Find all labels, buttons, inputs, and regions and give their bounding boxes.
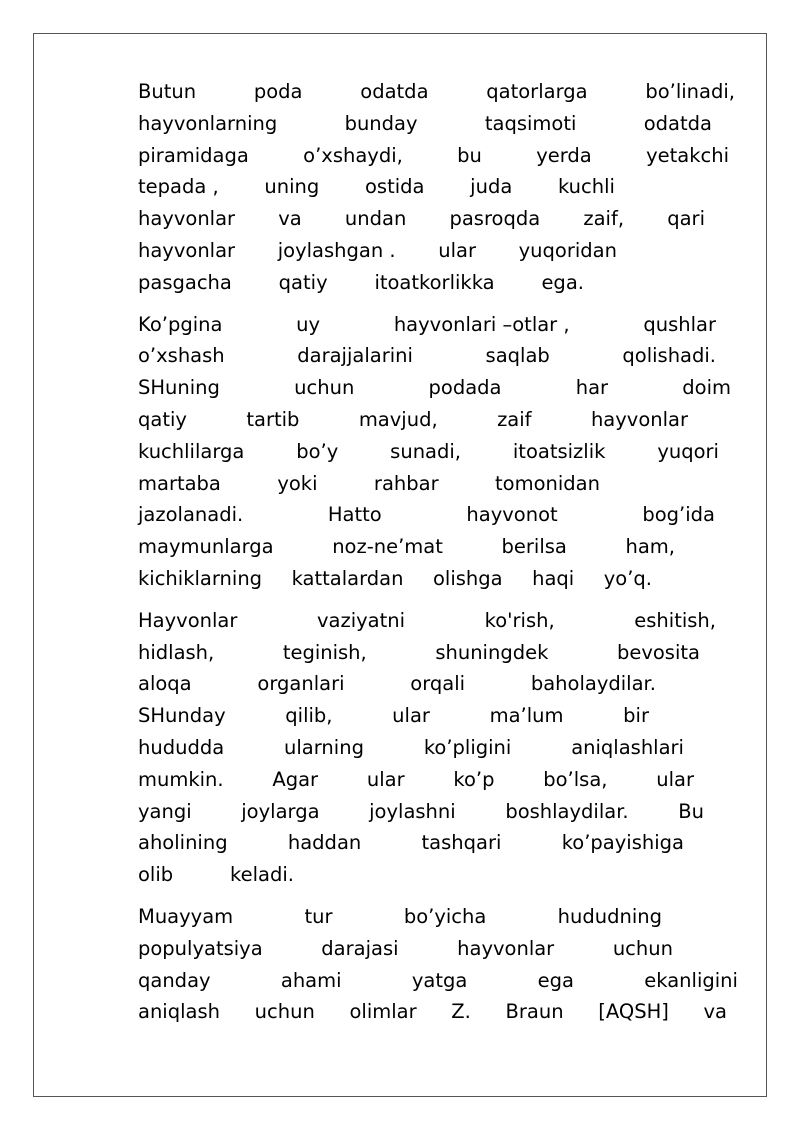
word: Ko’pgina bbox=[138, 312, 223, 336]
word: itoatsizlik bbox=[512, 439, 606, 463]
word: qatorlarga bbox=[486, 80, 588, 103]
word: maymunlarga bbox=[138, 535, 274, 559]
word: ko’pligini bbox=[423, 735, 512, 759]
text-line bbox=[138, 901, 662, 933]
word: o’xshaydi, bbox=[303, 143, 403, 167]
word: qatiy bbox=[278, 270, 328, 294]
text-line bbox=[138, 668, 656, 700]
word: bevosita bbox=[616, 640, 700, 664]
word: pasroqda bbox=[449, 207, 541, 231]
text-line bbox=[138, 203, 705, 235]
text-line bbox=[138, 605, 716, 637]
word: qushlar bbox=[643, 312, 716, 336]
word: qatiy bbox=[138, 407, 187, 431]
text-line bbox=[138, 108, 712, 140]
word: zaif, bbox=[583, 207, 625, 231]
text-line bbox=[138, 563, 652, 595]
word: aloqa bbox=[138, 672, 192, 696]
word: ular bbox=[392, 704, 430, 728]
text-line bbox=[138, 372, 731, 404]
text-line bbox=[138, 436, 719, 468]
word: berilsa bbox=[501, 535, 567, 559]
word: hayvonlar bbox=[138, 238, 236, 262]
word: Agar bbox=[272, 767, 319, 791]
word: Braun bbox=[505, 1000, 564, 1024]
word: hayvonlar bbox=[457, 936, 555, 960]
text-line bbox=[138, 309, 716, 341]
word: tepada , bbox=[138, 175, 219, 199]
word: vaziyatni bbox=[316, 608, 406, 632]
word: Z. bbox=[451, 1000, 471, 1024]
word: yuqori bbox=[657, 439, 719, 463]
word: bunday bbox=[344, 111, 418, 135]
word: bog’ida bbox=[642, 503, 715, 527]
word: hayvonlari –otlar , bbox=[393, 312, 570, 336]
word: hayvonlar bbox=[138, 207, 236, 231]
word: yangi bbox=[138, 799, 192, 823]
word: qanday bbox=[138, 968, 211, 992]
word: tomonidan bbox=[495, 471, 600, 495]
text-line bbox=[138, 700, 649, 732]
word: qolishadi. bbox=[622, 344, 716, 368]
text-line bbox=[138, 732, 684, 764]
word: bo’lsa, bbox=[543, 767, 608, 791]
text-line bbox=[138, 796, 704, 828]
text-line bbox=[138, 859, 294, 891]
paragraph-3 bbox=[138, 605, 738, 891]
word: yerda bbox=[536, 143, 592, 167]
word: teginish, bbox=[282, 640, 367, 664]
word: hududning bbox=[557, 904, 662, 928]
text-line bbox=[138, 965, 738, 997]
word: haddan bbox=[287, 831, 362, 855]
word: ostida bbox=[364, 175, 425, 199]
word: saqlab bbox=[485, 344, 550, 368]
word: yuqoridan bbox=[518, 238, 617, 262]
word: ko’payishiga bbox=[561, 831, 684, 855]
word: tashqari bbox=[421, 831, 502, 855]
word: organlari bbox=[257, 672, 345, 696]
word: jazolanadi. bbox=[138, 503, 244, 527]
word: va bbox=[703, 1000, 727, 1024]
word: ko'rish, bbox=[484, 608, 555, 632]
word: joylashni bbox=[369, 799, 456, 823]
word: uning bbox=[264, 175, 320, 199]
word: Hatto bbox=[327, 503, 382, 527]
word: bu bbox=[457, 143, 482, 167]
word: keladi. bbox=[230, 863, 294, 887]
word: ularning bbox=[284, 735, 364, 759]
word: aniqlash bbox=[138, 1000, 220, 1024]
word: bir bbox=[623, 704, 649, 728]
word: ahami bbox=[280, 968, 342, 992]
word: hayvonlarning bbox=[138, 111, 278, 135]
text-line bbox=[138, 531, 675, 563]
text-line bbox=[138, 235, 617, 267]
word: odatda bbox=[360, 80, 429, 103]
word: haqi bbox=[532, 566, 575, 590]
word: ko’p bbox=[453, 767, 495, 791]
word: kuchlilarga bbox=[138, 439, 245, 463]
word: ega. bbox=[541, 270, 584, 294]
word: yetakchi bbox=[646, 143, 729, 167]
word: noz-ne’mat bbox=[332, 535, 443, 559]
word: poda bbox=[253, 80, 303, 103]
paragraph-1 bbox=[138, 76, 738, 299]
document-body bbox=[138, 76, 738, 1038]
text-line bbox=[138, 996, 727, 1028]
word: SHuning bbox=[138, 376, 220, 400]
text-line bbox=[138, 404, 688, 436]
word: tur bbox=[304, 904, 333, 928]
word: taqsimoti bbox=[484, 111, 577, 135]
word: uchun bbox=[612, 936, 673, 960]
word: uchun bbox=[254, 1000, 315, 1024]
word: martaba bbox=[138, 471, 221, 495]
word: aholining bbox=[138, 831, 228, 855]
word: kichiklarning bbox=[138, 566, 263, 590]
text-line bbox=[138, 171, 615, 203]
word: ular bbox=[656, 767, 694, 791]
word: ekanligini bbox=[644, 968, 738, 992]
word: ma’lum bbox=[489, 704, 564, 728]
word: mumkin. bbox=[138, 767, 224, 791]
paragraph-4 bbox=[138, 901, 738, 1028]
text-line bbox=[138, 340, 716, 372]
text-line bbox=[138, 267, 584, 299]
text-line bbox=[138, 637, 700, 669]
word: Butun bbox=[138, 80, 197, 103]
word: hidlash, bbox=[138, 640, 215, 664]
word: podada bbox=[428, 376, 502, 400]
word: hayvonot bbox=[466, 503, 558, 527]
word: joylarga bbox=[241, 799, 320, 823]
word: o’xshash bbox=[138, 344, 225, 368]
word: zaif bbox=[497, 407, 532, 431]
word: yo’q. bbox=[603, 566, 652, 590]
text-line bbox=[138, 499, 715, 531]
word: pasgacha bbox=[138, 270, 232, 294]
word: odatda bbox=[643, 111, 712, 135]
word: qilib, bbox=[285, 704, 333, 728]
word: uchun bbox=[294, 376, 355, 400]
word: populyatsiya bbox=[138, 936, 263, 960]
word: baholaydilar. bbox=[530, 672, 656, 696]
word: darajjalarini bbox=[297, 344, 413, 368]
word: doim bbox=[682, 376, 731, 400]
word: ega bbox=[537, 968, 574, 992]
paragraph-2 bbox=[138, 309, 738, 595]
word: olishga bbox=[432, 566, 503, 590]
word: ham, bbox=[625, 535, 675, 559]
word: sunadi, bbox=[390, 439, 461, 463]
word: tartib bbox=[246, 407, 300, 431]
word: yoki bbox=[277, 471, 318, 495]
text-line bbox=[138, 76, 735, 108]
text-line bbox=[138, 468, 600, 500]
word: olib bbox=[138, 863, 174, 887]
word: orqali bbox=[410, 672, 466, 696]
word: va bbox=[278, 207, 302, 231]
word: Muayyam bbox=[138, 904, 234, 928]
word: uy bbox=[296, 312, 321, 336]
word: hududda bbox=[138, 735, 225, 759]
word: bo’linadi, bbox=[645, 80, 735, 103]
word: har bbox=[575, 376, 609, 400]
word: mavjud, bbox=[358, 407, 438, 431]
word: ular bbox=[438, 238, 476, 262]
word: rahbar bbox=[373, 471, 439, 495]
word: bo’yicha bbox=[403, 904, 487, 928]
word: [AQSH] bbox=[598, 1000, 669, 1024]
text-line bbox=[138, 933, 673, 965]
word: yatga bbox=[411, 968, 468, 992]
word: Hayvonlar bbox=[138, 608, 238, 632]
text-line bbox=[138, 827, 684, 859]
word: Bu bbox=[678, 799, 704, 823]
word: olimlar bbox=[349, 1000, 417, 1024]
word: kattalardan bbox=[291, 566, 404, 590]
word: joylashgan . bbox=[277, 238, 396, 262]
text-line bbox=[138, 140, 729, 172]
word: ular bbox=[366, 767, 405, 791]
word: qari bbox=[667, 207, 705, 231]
word: SHunday bbox=[138, 704, 226, 728]
word: aniqlashlari bbox=[571, 735, 684, 759]
word: piramidaga bbox=[138, 143, 249, 167]
word: bo’y bbox=[296, 439, 339, 463]
word: undan bbox=[344, 207, 407, 231]
text-line bbox=[138, 764, 694, 796]
word: boshlaydilar. bbox=[505, 799, 629, 823]
word: shuningdek bbox=[435, 640, 549, 664]
word: hayvonlar bbox=[590, 407, 688, 431]
word: darajasi bbox=[321, 936, 399, 960]
word: juda bbox=[470, 175, 513, 199]
word: itoatkorlikka bbox=[374, 270, 495, 294]
word: eshitish, bbox=[634, 608, 716, 632]
word: kuchli bbox=[557, 175, 615, 199]
